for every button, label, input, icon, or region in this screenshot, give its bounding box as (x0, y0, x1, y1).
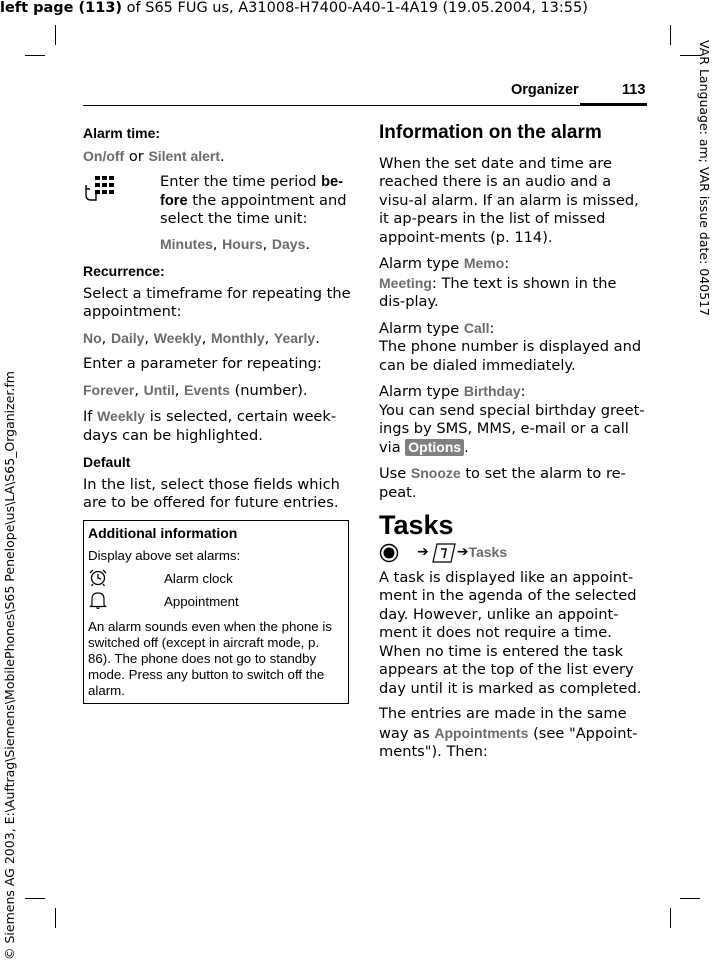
snooze-pre: Use (379, 465, 411, 482)
birthday-text: You can send special birthday greet-ings by SMS, MMS, e-mail or a call via (379, 401, 645, 456)
unit-days: Days (271, 235, 306, 252)
enter-time-text (160, 173, 351, 229)
birthday-colon: : (520, 383, 526, 400)
side-text-left: © Siemens AG 2003, E:\Auftrag\Siemens\MobilePhones\S65 Penelope\us\LA\S65_Organizer.fm (2, 371, 17, 960)
options-softkey: Options (405, 439, 464, 456)
unit-minutes: Minutes (160, 235, 213, 252)
legend-label-appointment: Appointment (164, 593, 239, 609)
key-memo: Memo (463, 255, 505, 271)
arrow-icon: ➔ (417, 544, 429, 561)
birthday-pre: Alarm type (379, 383, 464, 400)
call-pre: Alarm type (379, 319, 464, 337)
crop-mark (25, 55, 45, 56)
alarm-time-heading: Alarm time: (83, 125, 161, 141)
crop-mark (55, 908, 56, 928)
tasks-heading: Tasks (379, 510, 454, 540)
option-no: No (83, 329, 102, 346)
legend-appointment (88, 590, 344, 613)
option-monthly: Monthly (210, 329, 265, 346)
crop-mark (680, 898, 700, 899)
recurrence-heading: Recurrence: (83, 263, 165, 279)
option-silent-alert: Silent alert (148, 147, 221, 164)
page-number: 113 (622, 82, 646, 98)
keypad-icon (83, 175, 115, 201)
option-weekly-ref: Weekly (97, 408, 146, 424)
crop-mark (670, 25, 671, 45)
info-alarm-heading: Information on the alarm (379, 122, 602, 143)
before-emphasis: be-fore (160, 174, 344, 209)
entries-text (379, 705, 645, 762)
parameter-text: Enter a parameter for repeating: (83, 355, 322, 372)
time-units: Minutes, Hours, Days. (160, 235, 311, 253)
info-alarm-text: When the set date and time are reached there is an audio and a visu-al alarm. If an alarm is missed, it ap-pears in the list of missed appoint-ments (p. 114). (379, 154, 639, 246)
organizer-icon (431, 542, 457, 564)
number-text: (number). (229, 381, 308, 399)
legend-alarm-clock (88, 567, 344, 590)
option-onoff: On/off (83, 147, 125, 164)
key-appointments: Appointments (434, 724, 529, 741)
alarm-type-memo (379, 254, 645, 312)
weekly-post: is selected, certain week-days can be highlighted. (83, 408, 337, 444)
additional-info-box (83, 520, 349, 704)
option-until: Until (143, 381, 175, 398)
arrow-icon: ➔ (456, 544, 469, 561)
navigation-key-icon (379, 543, 399, 563)
unit-hours: Hours (222, 235, 263, 252)
key-meeting: Meeting (379, 274, 432, 291)
weekly-text (83, 407, 351, 445)
period: . (220, 147, 225, 165)
default-text: In the list, select those fields which are to be offered for future entries. (83, 475, 340, 511)
memo-post: : The text is shown in the dis-play. (379, 274, 617, 310)
snooze-post: to set the alarm to re-peat. (379, 465, 626, 501)
alarm-type-birthday (379, 382, 645, 457)
enter-time-post: the appointment and select the time unit: (160, 191, 347, 227)
entries-post: (see "Appoint-ments"). Then: (379, 724, 638, 760)
memo-colon: : (504, 255, 510, 272)
enter-time-block (83, 173, 351, 254)
infobox-title: Additional information (88, 525, 238, 541)
key-snooze: Snooze (410, 465, 461, 481)
option-yearly: Yearly (273, 329, 316, 346)
side-text-right: VAR Language: am; VAR issue date: 040517 (697, 40, 712, 316)
tasks-text: A task is displayed like an appoint-ment in the agenda of the selected day. However, unlike an appoint-ment it does not require a time. When no time is entered the task appears at the top of the list every day until it is marked as completed. (379, 568, 642, 697)
parameter-options: Forever, Until, Events (number). (83, 381, 308, 399)
print-header (0, 0, 588, 16)
infobox-note: An alarm sounds even when the phone is switched off (except in aircraft mode, p. 86). The phone does not go to standby mode. Press any button to switch off the alarm. (88, 619, 332, 698)
recurrence-options: No, Daily, Weekly, Monthly, Yearly. (83, 329, 320, 347)
right-column (379, 124, 645, 769)
option-weekly: Weekly (153, 329, 202, 346)
memo-pre: Alarm type (379, 255, 464, 272)
alarm-clock-icon-wrap (88, 567, 164, 591)
alarm-type-call (379, 319, 645, 376)
call-text: The phone number is displayed and can be dialed immediately. (379, 338, 642, 374)
alarm-options (83, 147, 351, 167)
crop-mark (25, 898, 45, 899)
crop-mark (670, 908, 671, 928)
default-heading: Default (83, 454, 131, 470)
birthday-end: . (464, 438, 469, 456)
bell-icon-wrap (88, 590, 164, 614)
option-daily: Daily (110, 329, 145, 346)
header-rule-thick (580, 103, 647, 106)
key-birthday: Birthday (463, 383, 521, 399)
print-header-info: of S65 FUG us, A31008-H7400-A40-1-4A19 (19.05.2004, 13:55) (122, 0, 588, 16)
crop-mark (55, 25, 56, 45)
call-colon: : (489, 319, 495, 337)
header-rule (83, 105, 647, 106)
snooze-text (379, 464, 645, 502)
entries-pre: The entries are made in the same way as (379, 705, 627, 742)
option-events: Events (184, 381, 230, 398)
left-column (83, 124, 351, 520)
enter-time-pre: Enter the time period (160, 173, 322, 190)
infobox-subtitle: Display above set alarms: (88, 548, 241, 563)
or-text: or (124, 147, 149, 165)
tasks-nav-path (379, 541, 645, 565)
bell-icon (88, 590, 108, 610)
print-header-page: left page (113) (0, 0, 123, 16)
legend-label-alarm-clock: Alarm clock (164, 570, 233, 586)
running-section: Organizer (511, 82, 579, 98)
nav-target-tasks: Tasks (468, 544, 508, 561)
recurrence-text: Select a timeframe for repeating the appointment: (83, 284, 351, 320)
option-forever: Forever (83, 381, 135, 398)
weekly-pre: If (83, 408, 98, 425)
key-call: Call (463, 319, 490, 336)
alarm-clock-icon (88, 567, 108, 587)
